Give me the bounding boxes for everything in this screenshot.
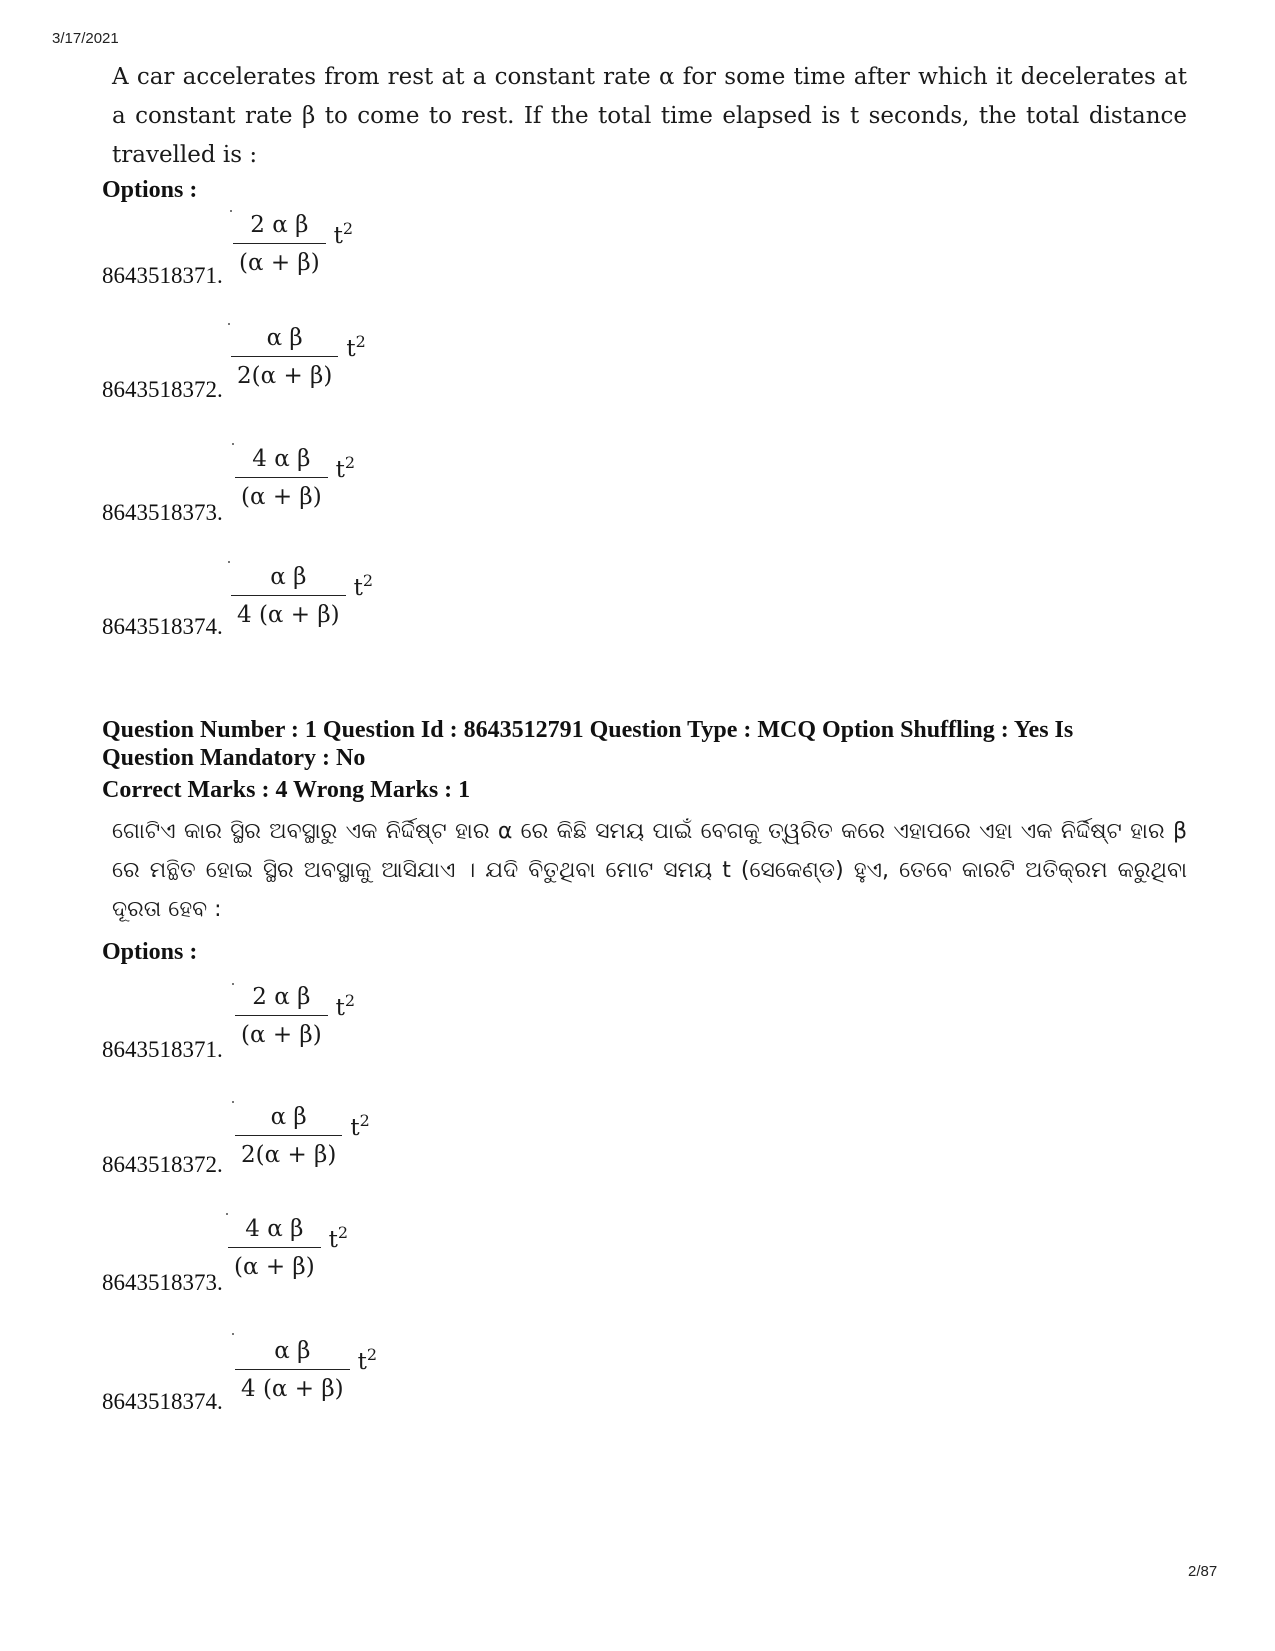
formula-denominator: 4 (α + β) xyxy=(237,602,340,628)
image-corner-mark xyxy=(232,443,234,445)
image-corner-mark xyxy=(228,561,230,563)
formula-exponent: 2 xyxy=(344,991,356,1010)
formula-variable: t xyxy=(328,1227,338,1253)
formula-denominator: 2(α + β) xyxy=(237,363,333,389)
option-id: 8643518371. xyxy=(102,1037,223,1062)
formula-numerator: 2 α β xyxy=(252,984,311,1010)
option-formula xyxy=(228,1214,348,1282)
formula-exponent: 2 xyxy=(337,1223,349,1242)
option-formula xyxy=(235,1102,370,1170)
formula-variable: t xyxy=(346,336,356,362)
formula-exponent: 2 xyxy=(362,571,374,590)
formula-exponent: 2 xyxy=(366,1345,378,1364)
print-date: 3/17/2021 xyxy=(52,30,119,47)
formula-variable: t xyxy=(335,457,345,483)
formula-denominator: 2(α + β) xyxy=(241,1142,337,1168)
image-corner-mark xyxy=(228,323,230,325)
formula-denominator: 4 (α + β) xyxy=(241,1376,344,1402)
formula-numerator: 4 α β xyxy=(252,446,311,472)
formula-numerator: 2 α β xyxy=(250,212,309,238)
page-number: 2/87 xyxy=(1188,1563,1218,1580)
option-id: 8643518372. xyxy=(102,377,223,402)
formula-numerator: α β xyxy=(270,564,307,590)
formula-exponent: 2 xyxy=(359,1111,370,1130)
image-corner-mark xyxy=(230,210,232,212)
formula-exponent: 2 xyxy=(344,453,356,472)
option-id: 8643518374. xyxy=(102,614,223,639)
formula-numerator: α β xyxy=(270,1104,307,1130)
image-corner-mark xyxy=(232,983,234,985)
option-formula xyxy=(231,323,366,391)
formula-variable: t xyxy=(333,223,343,249)
option-formula xyxy=(235,982,355,1050)
question-text-odia: ଗୋଟିଏ କାର ସ୍ଥିର ଅବସ୍ଥାରୁ ଏକ ନିର୍ଦ୍ଦିଷ୍ଟ ହାର α ରେ କିଛି ସମୟ ପାଇଁ ବେଗକୁ ତ୍ୱରିତ କରେ ଏହାପରେ ଏହା ଏକ ନିର୍ଦ୍ଦିଷ୍ଟ ହାର β ରେ ମନ୍ଥିତ ହୋଇ ସ୍ଥିର ଅବସ୍ଥାକୁ ଆସିଯାଏ । ଯଦି ବିତୁଥିବା ମୋଟ ସମୟ t (ସେକେଣ୍ଡ) ହୁଏ, ତେବେ କାରଟି ଅତିକ୍ରମ କରୁଥିବା ଦୂରତା ହେବ : xyxy=(112,819,1187,922)
formula-variable: t xyxy=(350,1115,360,1141)
formula-exponent: 2 xyxy=(355,332,366,351)
option-formula xyxy=(235,444,355,512)
image-corner-mark xyxy=(232,1333,234,1335)
question-meta-line: Question Number : 1 Question Id : 8643512791 Question Type : MCQ Option Shuffling : Yes Is xyxy=(102,717,1074,743)
option-id: 8643518372. xyxy=(102,1152,223,1177)
formula-denominator: (α + β) xyxy=(239,250,320,276)
question-marks: Correct Marks : 4 Wrong Marks : 1 xyxy=(102,777,471,803)
options-heading-odia: Options : xyxy=(102,939,198,965)
formula-exponent: 2 xyxy=(342,219,354,238)
formula-variable: t xyxy=(357,1349,367,1375)
option-id: 8643518373. xyxy=(102,1270,223,1295)
formula-variable: t xyxy=(335,995,345,1021)
option-id: 8643518373. xyxy=(102,500,223,525)
option-id: 8643518371. xyxy=(102,263,223,288)
options-heading-english: Options : xyxy=(102,177,198,203)
image-corner-mark xyxy=(232,1101,234,1103)
option-formula xyxy=(233,210,353,278)
question-text-english: A car accelerates from rest at a constant rate α for some time after which it decelerates at a constant rate β to come to rest. If the total time elapsed is t seconds, the total distance travelled is : xyxy=(112,64,1187,168)
question-meta-line: Question Mandatory : No xyxy=(102,745,366,771)
formula-variable: t xyxy=(353,575,363,601)
formula-numerator: α β xyxy=(266,325,303,351)
option-id: 8643518374. xyxy=(102,1389,223,1414)
formula-denominator: (α + β) xyxy=(234,1254,315,1280)
formula-numerator: 4 α β xyxy=(245,1216,304,1242)
formula-numerator: α β xyxy=(274,1338,311,1364)
option-formula xyxy=(235,1336,377,1404)
formula-denominator: (α + β) xyxy=(241,484,322,510)
formula-denominator: (α + β) xyxy=(241,1022,322,1048)
option-formula xyxy=(231,562,373,630)
